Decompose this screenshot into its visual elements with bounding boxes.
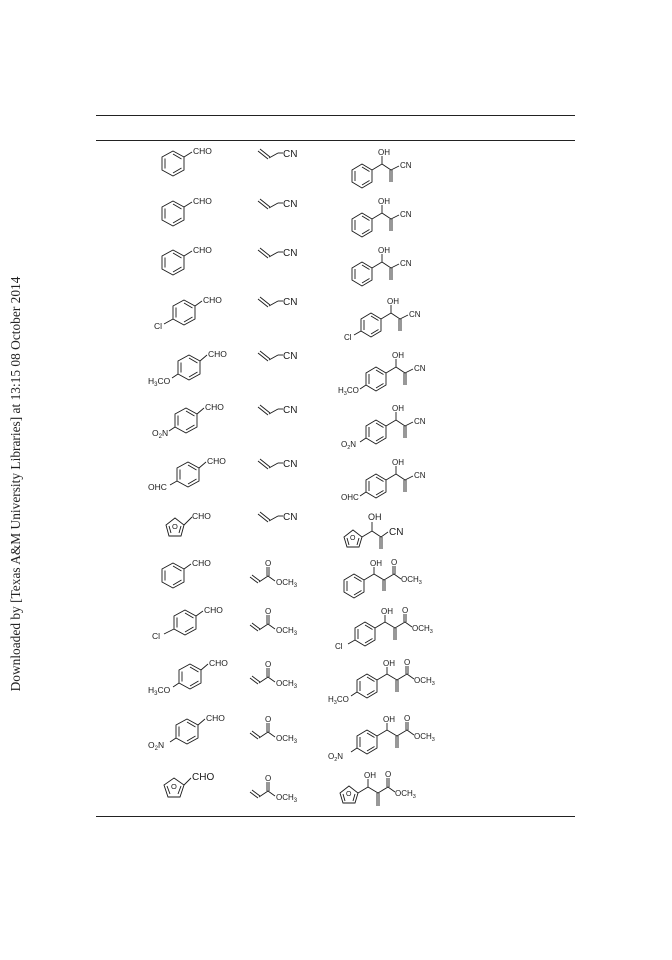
methyl-acrylate-structure [248, 774, 318, 808]
methoxyphenyl-cn-adduct-structure [336, 348, 446, 398]
oh-label: OH [383, 659, 395, 668]
product-row-1 [349, 146, 429, 192]
phenyl-ester-adduct-structure [341, 556, 461, 602]
cn-label: CN [283, 248, 298, 259]
o-label: O [385, 770, 392, 779]
product-row-2 [349, 195, 429, 241]
alkene-row-9 [248, 559, 318, 593]
cn-label: CN [400, 210, 412, 219]
cn-label: CN [414, 364, 426, 373]
alkene-row-6 [256, 401, 316, 421]
o2n-label: $O_2N$ [341, 440, 357, 451]
o-label: O [172, 522, 178, 531]
h3co-label: $H_3CO$ [328, 695, 349, 706]
table-bottom-rule [96, 816, 575, 817]
product-row-3 [349, 244, 429, 290]
h3co-label: $H_3CO$ [148, 685, 171, 697]
cho-label: CHO [193, 245, 212, 255]
o2n-label: $O_2N$ [148, 740, 165, 752]
o2n-label: $O_2N$ [152, 428, 169, 440]
och3-label: $OCH_3$ [276, 679, 298, 690]
aldehyde-row-11 [146, 656, 236, 698]
oh-label: OH [387, 297, 399, 306]
cl-label: Cl [152, 631, 161, 641]
cn-label: CN [400, 259, 412, 268]
chlorophenyl-ester-adduct-structure [333, 603, 463, 653]
aldehyde-row-1 [158, 144, 228, 186]
methyl-acrylate-structure [248, 607, 318, 641]
nitrophenyl-cn-adduct-structure [339, 401, 449, 453]
product-row-6 [339, 401, 449, 453]
oh-label: OH [392, 404, 404, 413]
och3-label: $OCH_3$ [401, 575, 422, 586]
och3-label: $OCH_3$ [412, 624, 433, 635]
aldehyde-row-2 [158, 194, 228, 236]
alkene-row-1 [256, 145, 316, 165]
aldehyde-row-9 [158, 554, 228, 596]
o-label: O [346, 791, 352, 798]
acrylonitrile-structure [256, 293, 316, 313]
product-row-8 [341, 508, 441, 554]
cn-label: CN [283, 149, 298, 160]
cn-label: CN [283, 405, 298, 416]
oh-label: OH [378, 246, 390, 255]
cho-label: CHO [206, 713, 225, 723]
och3-label: $OCH_3$ [395, 789, 416, 800]
methyl-acrylate-structure [248, 660, 318, 694]
cn-label: CN [414, 471, 426, 480]
methoxybenzaldehyde-structure [146, 656, 236, 698]
product-row-9 [341, 556, 461, 602]
acrylonitrile-structure [256, 145, 316, 165]
cn-label: CN [400, 161, 412, 170]
cho-label: CHO [193, 196, 212, 206]
o2n-label: $O_2N$ [328, 752, 344, 763]
oh-label: OH [364, 771, 376, 780]
cho-label: CHO [204, 605, 223, 615]
cn-label: CN [283, 351, 298, 362]
aldehyde-row-5 [146, 347, 236, 389]
cn-label: CN [283, 512, 298, 523]
watermark-text: Downloaded by [Texas A&M University Libraries] at 13:15 08 October 2014 [8, 276, 23, 692]
alkene-row-2 [256, 195, 316, 215]
aldehyde-row-12 [146, 711, 236, 753]
table-top-rule [96, 115, 575, 116]
cn-label: CN [414, 417, 426, 426]
benzaldehyde-structure [158, 194, 228, 236]
oh-label: OH [392, 458, 404, 467]
acrylonitrile-structure [256, 401, 316, 421]
cho-label: CHO [203, 295, 222, 305]
och3-label: $OCH_3$ [276, 793, 298, 804]
cho-label: CHO [193, 146, 212, 156]
furfural-structure [161, 508, 231, 548]
o-label: O [265, 715, 272, 724]
furyl-ester-adduct-structure [334, 766, 454, 812]
chlorobenzaldehyde-structure [150, 601, 230, 645]
och3-label: $OCH_3$ [276, 626, 298, 637]
terephthalaldehyde-structure [146, 453, 236, 497]
methyl-acrylate-structure [248, 715, 318, 749]
o-label: O [171, 782, 177, 791]
cn-label: CN [283, 297, 298, 308]
och3-label: $OCH_3$ [414, 732, 435, 743]
oh-label: OH [378, 197, 390, 206]
cho-label: CHO [192, 772, 215, 783]
cho-label: CHO [207, 456, 226, 466]
ohc-label: OHC [148, 482, 167, 492]
o-label: O [404, 658, 411, 667]
cl-label: Cl [154, 321, 163, 331]
h3co-label: $H_3CO$ [338, 386, 359, 397]
table-header-rule [96, 140, 575, 141]
methyl-acrylate-structure [248, 559, 318, 593]
cn-label: CN [283, 459, 298, 470]
alkene-row-10 [248, 607, 318, 641]
o-label: O [350, 535, 356, 542]
cn-label: CN [389, 527, 404, 538]
oh-label: OH [392, 351, 404, 360]
product-row-12 [326, 710, 466, 764]
o-label: O [265, 607, 272, 616]
methoxybenzaldehyde-structure [146, 347, 236, 389]
alkene-row-12 [248, 715, 318, 749]
acrylonitrile-structure [256, 195, 316, 215]
product-row-7 [339, 455, 449, 505]
aldehyde-row-8 [161, 508, 231, 548]
o-label: O [404, 714, 411, 723]
furyl-cn-adduct-structure [341, 508, 441, 554]
o-label: O [265, 660, 272, 669]
och3-label: $OCH_3$ [414, 676, 435, 687]
formylphenyl-cn-adduct-structure [339, 455, 449, 505]
product-row-13 [334, 766, 454, 812]
nitrophenyl-ester-adduct-structure [326, 710, 466, 764]
chlorophenyl-cn-adduct-structure [341, 294, 441, 344]
alkene-row-5 [256, 347, 316, 367]
phenyl-cn-adduct-structure [349, 195, 429, 241]
acrylonitrile-structure [256, 244, 316, 264]
oh-label: OH [370, 559, 382, 568]
oh-label: OH [383, 715, 395, 724]
cho-label: CHO [192, 558, 211, 568]
alkene-row-3 [256, 244, 316, 264]
o-label: O [391, 558, 398, 567]
phenyl-cn-adduct-structure [349, 244, 429, 290]
och3-label: $OCH_3$ [276, 578, 298, 589]
methoxyphenyl-ester-adduct-structure [326, 655, 466, 707]
alkene-row-8 [256, 508, 316, 528]
chlorobenzaldehyde-structure [150, 292, 230, 336]
acrylonitrile-structure [256, 347, 316, 367]
cho-label: CHO [205, 402, 224, 412]
cho-label: CHO [209, 658, 228, 668]
benzaldehyde-structure [158, 144, 228, 186]
aldehyde-row-6 [150, 400, 230, 442]
oh-label: OH [368, 512, 382, 522]
och3-label: $OCH_3$ [276, 734, 298, 745]
acrylonitrile-structure [256, 455, 316, 475]
o-label: O [265, 774, 272, 783]
cho-label: CHO [208, 349, 227, 359]
ohc-label: OHC [341, 493, 359, 502]
cl-label: Cl [335, 642, 343, 651]
aldehyde-row-4 [150, 292, 230, 336]
nitrobenzaldehyde-structure [146, 711, 236, 753]
cn-label: CN [283, 199, 298, 210]
benzaldehyde-structure [158, 243, 228, 285]
alkene-row-13 [248, 774, 318, 808]
o-label: O [402, 606, 409, 615]
product-row-10 [333, 603, 463, 653]
aldehyde-row-10 [150, 601, 230, 645]
aldehyde-row-3 [158, 243, 228, 285]
alkene-row-7 [256, 455, 316, 475]
alkene-row-11 [248, 660, 318, 694]
oh-label: OH [378, 148, 390, 157]
product-row-11 [326, 655, 466, 707]
cho-label: CHO [192, 511, 211, 521]
product-row-5 [336, 348, 446, 398]
acrylonitrile-structure [256, 508, 316, 528]
alkene-row-4 [256, 293, 316, 313]
oh-label: OH [381, 607, 393, 616]
h3co-label: $H_3CO$ [148, 376, 171, 388]
cn-label: CN [409, 310, 421, 319]
download-watermark [3, 274, 29, 694]
cl-label: Cl [344, 333, 352, 342]
o-label: O [265, 559, 272, 568]
product-row-4 [341, 294, 441, 344]
furfural-structure [158, 768, 238, 808]
aldehyde-row-7 [146, 453, 236, 497]
aldehyde-row-13 [158, 768, 238, 808]
benzaldehyde-structure [158, 554, 228, 596]
phenyl-cn-adduct-structure [349, 146, 429, 192]
nitrobenzaldehyde-structure [150, 400, 230, 442]
